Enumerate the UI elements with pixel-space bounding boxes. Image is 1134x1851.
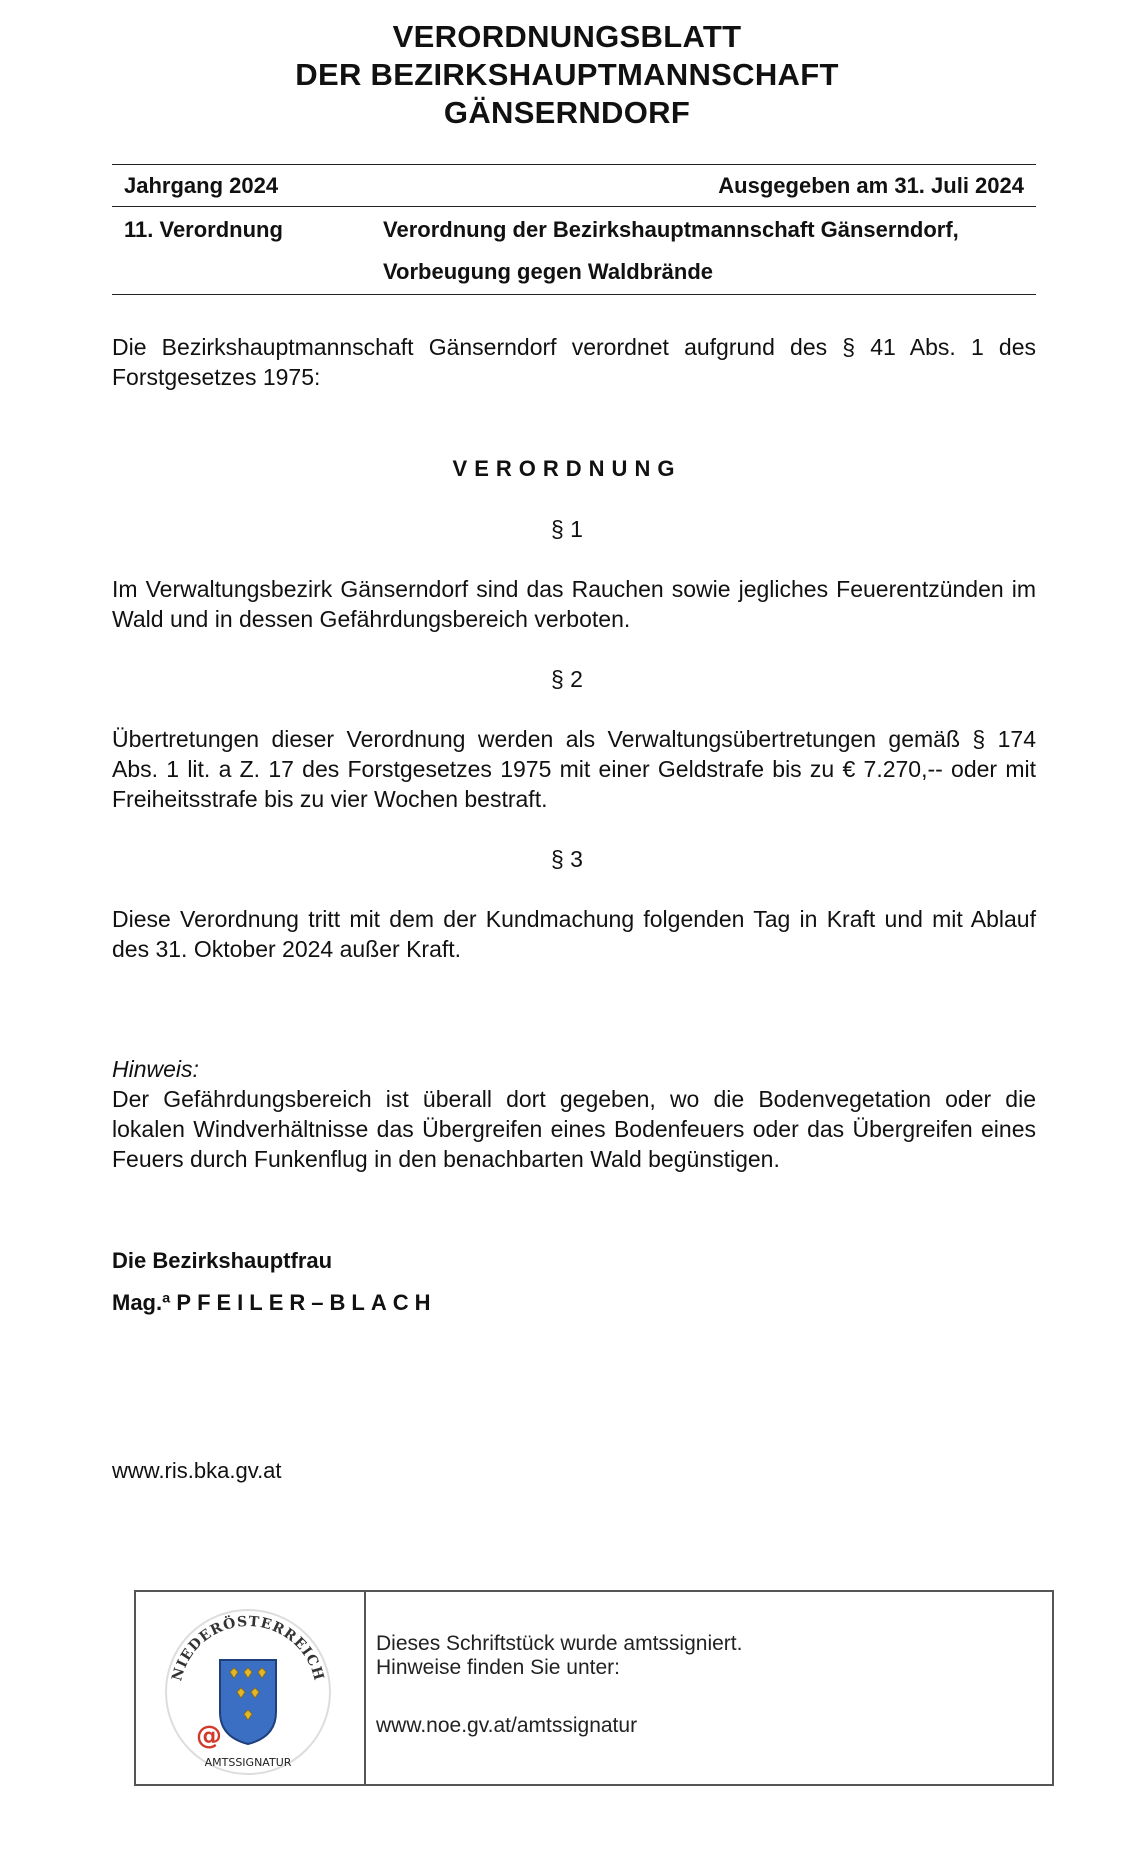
- regulation-description: [383, 209, 959, 293]
- signature-role: Die Bezirkshauptfrau: [112, 1248, 333, 1273]
- section-3-text: Diese Verordnung tritt mit dem der Kundmachung folgenden Tag in Kraft und mit Ablauf des 31. Oktober 2024 außer Kraft.: [112, 906, 1036, 962]
- seal-top-text: NIEDERÖSTERREICH: [169, 1613, 327, 1683]
- title-line-2: DER BEZIRKSHAUPTMANNSCHAFT: [295, 57, 839, 92]
- hinweis-label: Hinweis:: [112, 1056, 199, 1082]
- volume-year: Jahrgang 2024: [124, 173, 279, 198]
- stamp-line-1: Dieses Schriftstück wurde amtssigniert.: [376, 1632, 743, 1655]
- intro-paragraph: Die Bezirkshauptmannschaft Gänserndorf verordnet aufgrund des § 41 Abs. 1 des Forstgesetzes 1975:: [112, 334, 1036, 390]
- title-line-1: VERORDNUNGSBLATT: [392, 19, 742, 54]
- issue-metadata-row: [112, 165, 1036, 207]
- signature-name: PFEILER–BLACH: [176, 1290, 437, 1315]
- issue-metadata-table: [112, 164, 1036, 295]
- regulation-description-line-2: Vorbeugung gegen Waldbrände: [383, 259, 713, 284]
- verordnung-heading: VERORDNUNG: [452, 456, 682, 481]
- ris-website-link[interactable]: www.ris.bka.gv.at: [112, 1458, 282, 1483]
- regulation-description-line-1: Verordnung der Bezirkshauptmannschaft Gänserndorf,: [383, 217, 959, 242]
- stamp-divider: [364, 1592, 366, 1784]
- section-1-text: Im Verwaltungsbezirk Gänserndorf sind das Rauchen sowie jegliches Feuerentzünden im Wald und in dessen Gefährdungsbereich verboten.: [112, 576, 1036, 632]
- regulation-metadata-row: [112, 207, 1036, 294]
- signature-title: Mag.ª: [112, 1290, 171, 1315]
- section-2-text: Übertretungen dieser Verordnung werden als Verwaltungsübertretungen gemäß § 174 Abs. 1 lit. a Z. 17 des Forstgesetzes 1975 mit einer Geldstrafe bis zu € 7.270,-- oder mit Freiheitsstrafe bis zu vier Wochen bestraft.: [112, 726, 1036, 812]
- signature-name-line: [112, 1290, 437, 1316]
- issue-date: Ausgegeben am 31. Juli 2024: [718, 173, 1024, 198]
- amtssignatur-link[interactable]: www.noe.gv.at/amtssignatur: [376, 1714, 638, 1737]
- lower-austria-seal-icon: [158, 1602, 338, 1776]
- at-sign-icon: @: [196, 1721, 222, 1751]
- gazette-title: [0, 18, 1134, 132]
- regulation-number: 11. Verordnung: [124, 217, 283, 242]
- title-line-3: GÄNSERNDORF: [443, 95, 691, 130]
- hinweis-text: Der Gefährdungsbereich ist überall dort gegeben, wo die Bodenvegetation oder die lokalen Windverhältnisse das Übergreifen eines Bodenfeuers oder das Übergreifen eines Feuers durch Funkenflug in den benachbarten Wald begünstigen.: [112, 1086, 1036, 1172]
- official-signature-box: [134, 1590, 1054, 1786]
- hinweis-block: [112, 1054, 1036, 1174]
- section-3-label: § 3: [551, 846, 583, 872]
- seal-bottom-text: AMTSSIGNATUR: [204, 1756, 292, 1769]
- stamp-line-2: Hinweise finden Sie unter:: [376, 1656, 620, 1679]
- section-1-label: § 1: [551, 516, 583, 542]
- stamp-notice: [376, 1632, 742, 1680]
- section-2-label: § 2: [551, 666, 583, 692]
